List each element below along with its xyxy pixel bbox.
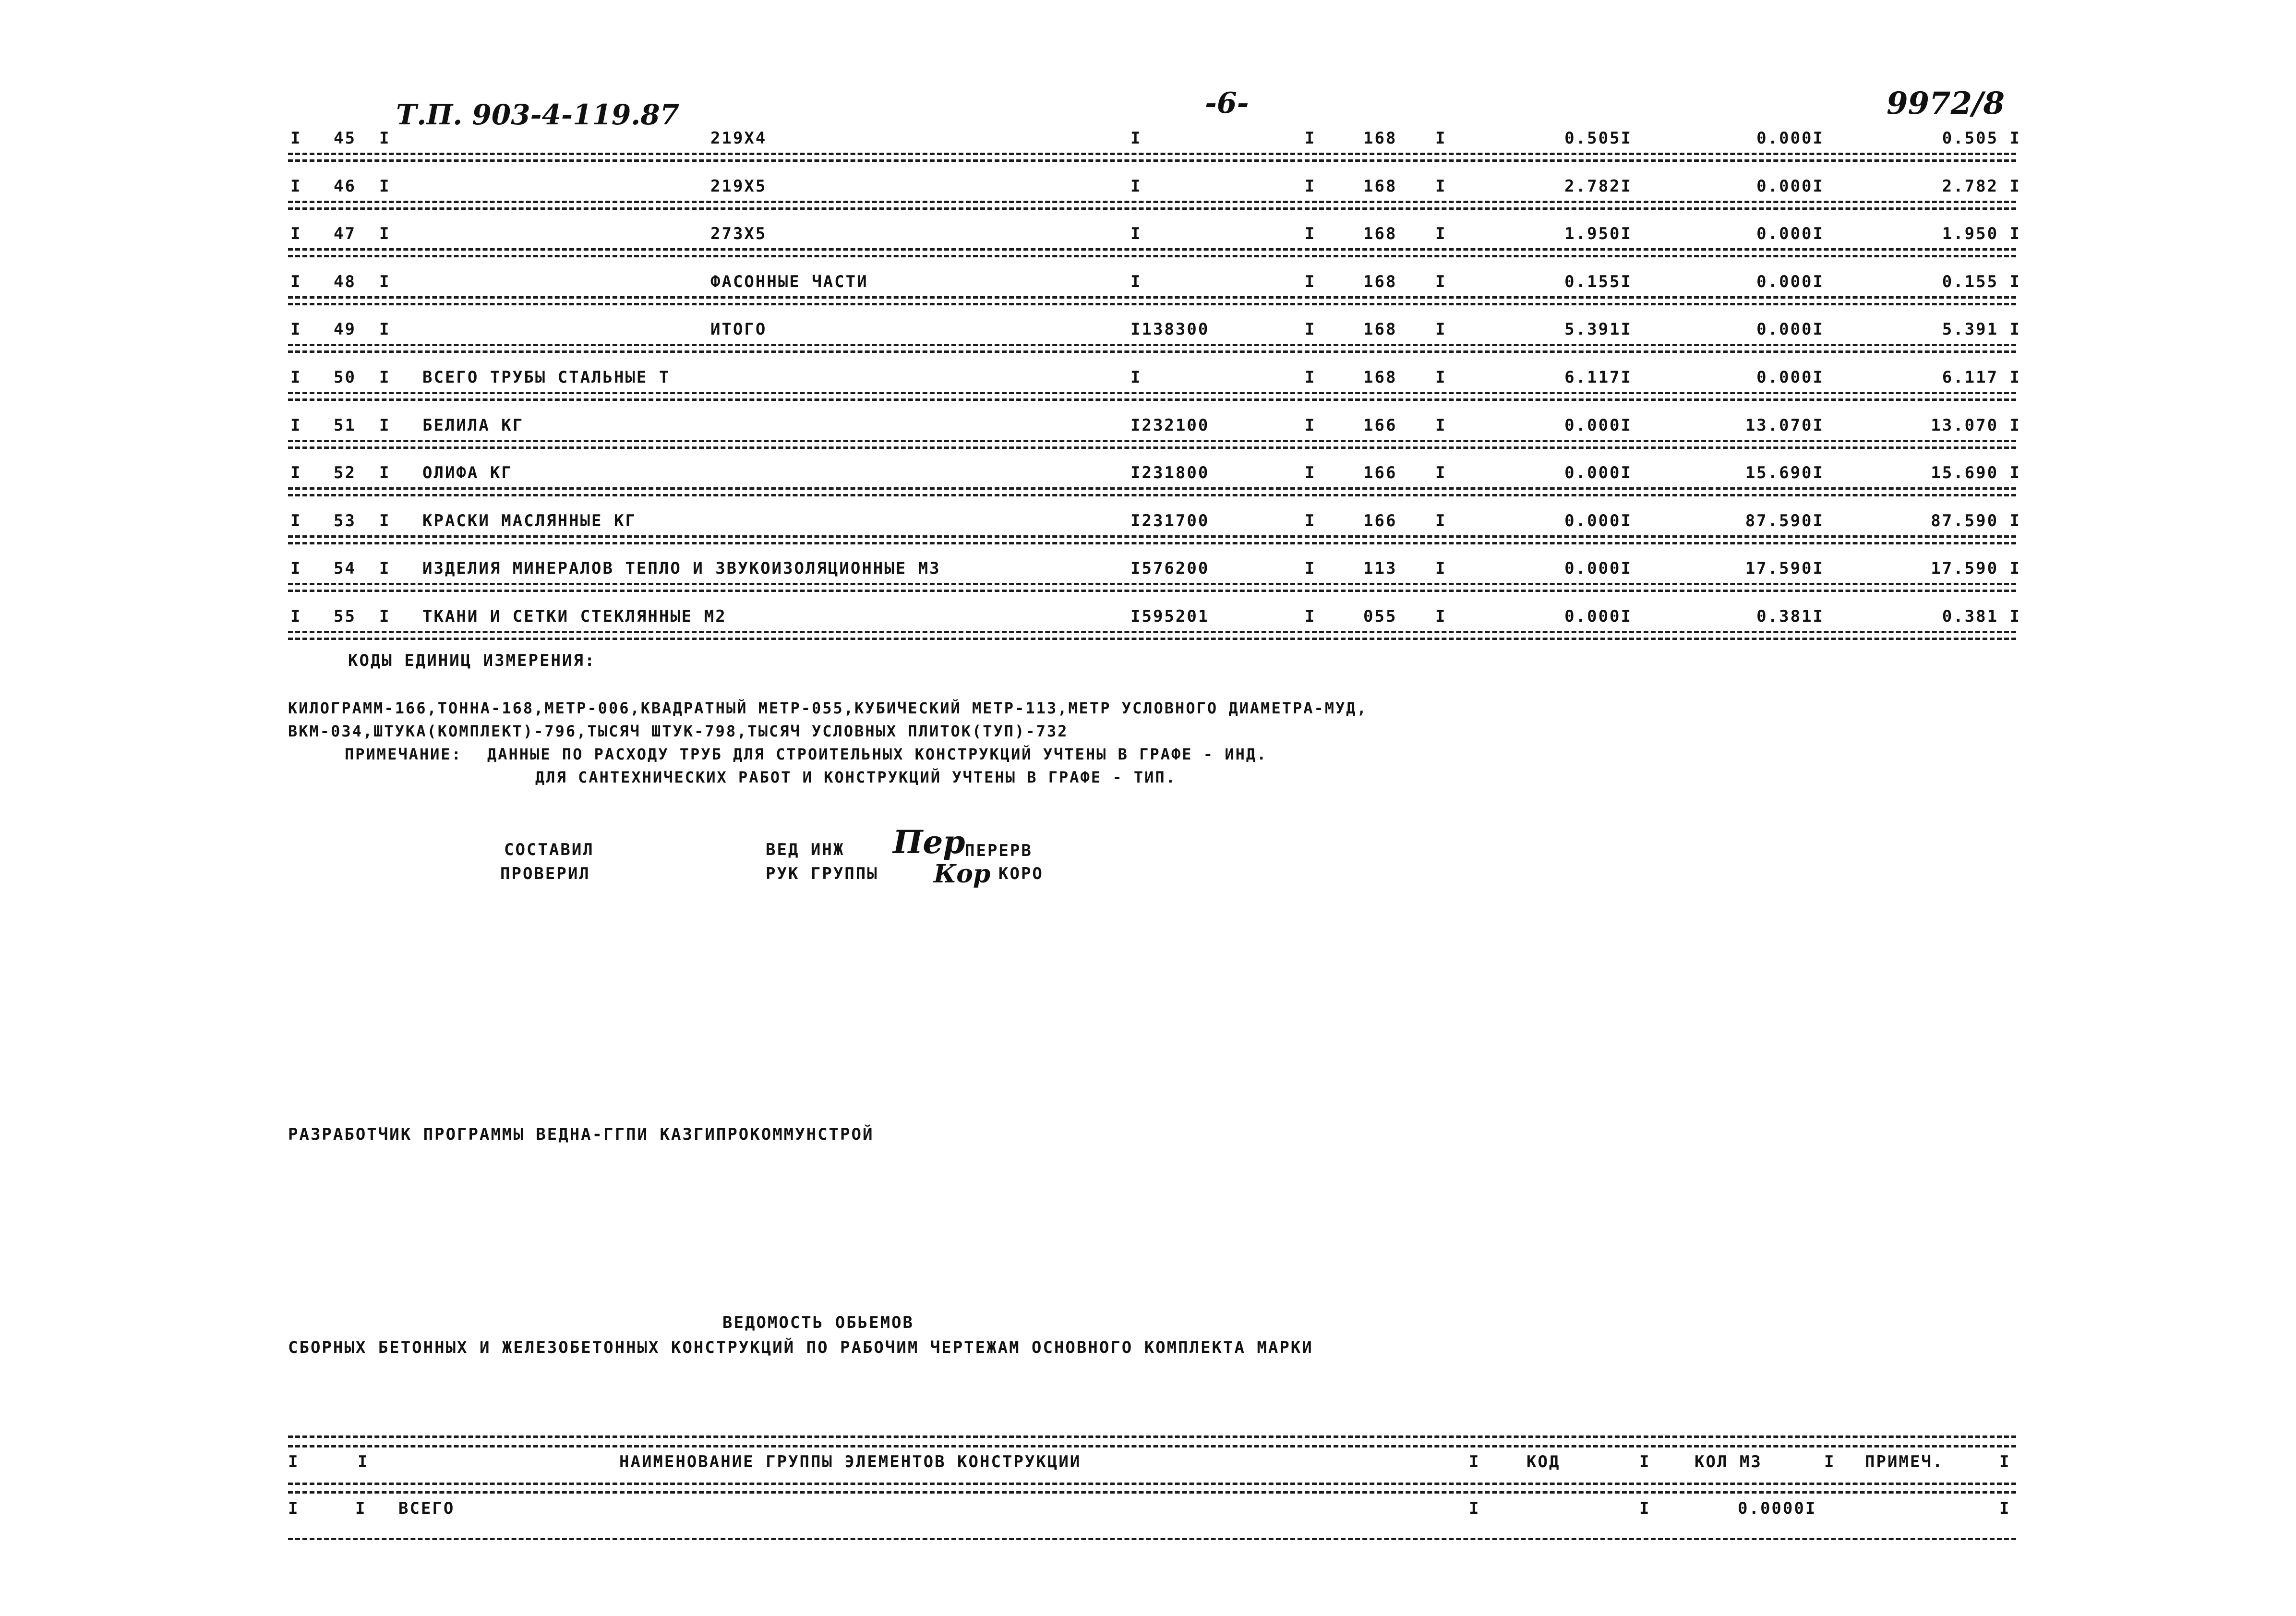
table-row: [0, 554, 2296, 583]
row-unit: 168: [1363, 129, 1397, 148]
row-divider: [288, 631, 2016, 633]
column-separator: I: [1305, 607, 1316, 626]
column-separator: I: [1130, 368, 1142, 387]
column-separator: I: [1305, 320, 1316, 339]
column-separator: I: [379, 416, 391, 435]
column-separator: I: [290, 320, 302, 339]
row-value-typ: 0.000I: [1756, 368, 1824, 387]
row-total: 15.690 I: [1931, 463, 2021, 482]
volumes-rule-mid-2: [288, 1491, 2016, 1494]
row-unit: 166: [1363, 511, 1397, 531]
column-separator: I: [379, 177, 391, 196]
column-separator: I: [290, 272, 302, 291]
column-separator: I: [290, 129, 302, 148]
vh-note: ПРИМЕЧ.: [1865, 1452, 1944, 1471]
row-divider: [288, 392, 2016, 394]
column-separator: I: [379, 607, 391, 626]
row-divider: [288, 583, 2016, 585]
row-name: КРАСКИ МАСЛЯННЫЕ КГ: [422, 511, 637, 531]
row-value-ind: 6.117I: [1564, 368, 1632, 387]
table-row: [0, 267, 2296, 296]
row-code: I231800: [1130, 463, 1210, 482]
vh-sep-1: I: [288, 1452, 300, 1471]
table-row: [0, 363, 2296, 392]
note-line-1: ДАННЫЕ ПО РАСХОДУ ТРУБ ДЛЯ СТРОИТЕЛЬНЫХ КОНСТРУКЦИЙ УЧТЕНЫ В ГРАФЕ - ИНД.: [487, 745, 1268, 763]
units-line-1: КИЛОГРАММ-166,ТОННА-168,МЕТР-006,КВАДРАТНЫЙ МЕТР-055,КУБИЧЕСКИЙ МЕТР-113,МЕТР УСЛОВНОГО ДИАМЕТРА-МУД,: [288, 699, 1368, 717]
row-divider: [288, 535, 2016, 538]
column-separator: I: [379, 463, 391, 482]
row-unit: 168: [1363, 177, 1397, 196]
vt-sep-3: I: [1469, 1499, 1480, 1518]
row-total: 6.117 I: [1942, 368, 2021, 387]
volumes-header-row: [0, 1447, 2296, 1476]
row-name: ТКАНИ И СЕТКИ СТЕКЛЯННЫЕ М2: [422, 607, 727, 626]
row-value-ind: 0.000I: [1564, 416, 1632, 435]
row-value-ind: 0.000I: [1564, 559, 1632, 578]
row-number: 51: [334, 416, 356, 435]
developer-line: РАЗРАБОТЧИК ПРОГРАММЫ ВЕДНА-ГГПИ КАЗГИПРОКОММУНСТРОЙ: [288, 1125, 874, 1144]
column-separator: I: [1435, 272, 1447, 291]
column-separator: I: [379, 320, 391, 339]
row-total: 5.391 I: [1942, 320, 2021, 339]
row-name: ИЗДЕЛИЯ МИНЕРАЛОВ ТЕПЛО И ЗВУКОИЗОЛЯЦИОННЫЕ М3: [422, 559, 941, 578]
row-value-typ: 0.000I: [1756, 177, 1824, 196]
row-unit: 166: [1363, 463, 1397, 482]
vh-sep-4: I: [1639, 1452, 1651, 1471]
column-separator: I: [1435, 224, 1447, 243]
row-divider: [288, 201, 2016, 203]
column-separator: I: [290, 463, 302, 482]
column-separator: I: [1435, 129, 1447, 148]
vh-qty: КОЛ М3: [1695, 1452, 1762, 1471]
vt-sep-6: I: [1999, 1499, 2011, 1518]
row-name: БЕЛИЛА КГ: [422, 416, 524, 435]
column-separator: I: [290, 559, 302, 578]
row-value-ind: 0.155I: [1564, 272, 1632, 291]
row-code: I138300: [1130, 320, 1210, 339]
table-row: [0, 507, 2296, 535]
row-total: 17.590 I: [1931, 559, 2021, 578]
table-row: [0, 172, 2296, 201]
table-row: [0, 124, 2296, 153]
row-unit: 055: [1363, 607, 1397, 626]
row-divider: [288, 350, 2016, 353]
row-total: 87.590 I: [1931, 511, 2021, 531]
row-divider: [288, 296, 2016, 299]
row-divider: [288, 494, 2016, 496]
row-name: ВСЕГО ТРУБЫ СТАЛЬНЫЕ Т: [422, 368, 671, 387]
row-number: 45: [334, 129, 356, 148]
column-separator: I: [1305, 224, 1316, 243]
row-value-typ: 87.590I: [1745, 511, 1824, 531]
name-1: ПЕРЕРВ: [965, 841, 1033, 860]
vt-sep-1: I: [288, 1499, 300, 1518]
vt-qty: 0.0000I: [1738, 1499, 1817, 1518]
role-lead-engineer: ВЕД ИНЖ: [766, 840, 845, 859]
signature-2: Кор: [934, 859, 991, 889]
row-divider: [288, 590, 2016, 592]
row-value-ind: 0.000I: [1564, 607, 1632, 626]
signature-1: Пер: [893, 823, 965, 861]
column-separator: I: [379, 559, 391, 578]
note-label: ПРИМЕЧАНИЕ:: [345, 745, 462, 763]
row-divider: [288, 207, 2016, 210]
table-row: [0, 219, 2296, 248]
row-total: 0.155 I: [1942, 272, 2021, 291]
row-unit: 168: [1363, 320, 1397, 339]
column-separator: I: [1305, 368, 1316, 387]
row-name: 219Х5: [710, 177, 767, 196]
table-row: [0, 602, 2296, 631]
column-separator: I: [1305, 511, 1316, 531]
table-row: [0, 315, 2296, 344]
row-value-ind: 0.000I: [1564, 511, 1632, 531]
column-separator: I: [290, 368, 302, 387]
row-number: 47: [334, 224, 356, 243]
row-code: I595201: [1130, 607, 1210, 626]
row-number: 48: [334, 272, 356, 291]
page-number: -6-: [1205, 86, 1249, 120]
row-divider: [288, 303, 2016, 305]
column-separator: I: [290, 177, 302, 196]
row-total: 0.505 I: [1942, 129, 2021, 148]
row-number: 55: [334, 607, 356, 626]
column-separator: I: [1305, 177, 1316, 196]
row-total: 0.381 I: [1942, 607, 2021, 626]
column-separator: I: [379, 272, 391, 291]
row-total: 13.070 I: [1931, 416, 2021, 435]
vh-code: КОД: [1527, 1452, 1561, 1471]
row-divider: [288, 487, 2016, 490]
row-value-typ: 0.000I: [1756, 320, 1824, 339]
column-separator: I: [290, 511, 302, 531]
row-unit: 168: [1363, 224, 1397, 243]
column-separator: I: [1305, 129, 1316, 148]
row-number: 49: [334, 320, 356, 339]
column-separator: I: [1435, 463, 1447, 482]
row-number: 46: [334, 177, 356, 196]
row-divider: [288, 344, 2016, 346]
vh-sep-3: I: [1469, 1452, 1480, 1471]
vt-name: ВСЕГО: [398, 1499, 455, 1518]
column-separator: I: [1130, 224, 1142, 243]
row-name: ИТОГО: [710, 320, 767, 339]
row-name: ОЛИФА КГ: [422, 463, 513, 482]
volumes-rule-bottom: [288, 1538, 2016, 1540]
row-name: ФАСОННЫЕ ЧАСТИ: [710, 272, 868, 291]
row-value-ind: 5.391I: [1564, 320, 1632, 339]
note-line-2: ДЛЯ САНТЕХНИЧЕСКИХ РАБОТ И КОНСТРУКЦИЙ УЧТЕНЫ В ГРАФЕ - ТИП.: [535, 768, 1177, 786]
volumes-rule-mid: [288, 1483, 2016, 1485]
column-separator: I: [1435, 511, 1447, 531]
row-number: 52: [334, 463, 356, 482]
document-code: Т.П. 903-4-119.87: [396, 98, 680, 131]
column-separator: I: [1130, 272, 1142, 291]
row-divider: [288, 638, 2016, 640]
row-unit: 168: [1363, 368, 1397, 387]
volumes-rule-top: [288, 1435, 2016, 1438]
row-total: 2.782 I: [1942, 177, 2021, 196]
units-line-2: ВКМ-034,ШТУКА(КОМПЛЕКТ)-796,ТЫСЯЧ ШТУК-798,ТЫСЯЧ УСЛОВНЫХ ПЛИТОК(ТУП)-732: [288, 722, 1069, 740]
row-value-typ: 0.000I: [1756, 129, 1824, 148]
column-separator: I: [1435, 177, 1447, 196]
volumes-total-row: [0, 1494, 2296, 1523]
vh-name: НАИМЕНОВАНИЕ ГРУППЫ ЭЛЕМЕНТОВ КОНСТРУКЦИИ: [619, 1452, 1082, 1471]
row-code: I576200: [1130, 559, 1210, 578]
vh-sep-6: I: [1999, 1452, 2011, 1471]
row-divider: [288, 446, 2016, 449]
column-separator: I: [290, 607, 302, 626]
row-divider: [288, 440, 2016, 442]
row-divider: [288, 248, 2016, 251]
row-value-ind: 0.505I: [1564, 129, 1632, 148]
column-separator: I: [1305, 416, 1316, 435]
row-divider: [288, 255, 2016, 257]
row-name: 273Х5: [710, 224, 767, 243]
row-number: 54: [334, 559, 356, 578]
row-value-typ: 0.000I: [1756, 272, 1824, 291]
column-separator: I: [1435, 368, 1447, 387]
column-separator: I: [379, 368, 391, 387]
column-separator: I: [1435, 320, 1447, 339]
vt-sep-2: I: [355, 1499, 367, 1518]
checked-label: ПРОВЕРИЛ: [500, 864, 590, 883]
sheet-number: 9972/8: [1887, 85, 2005, 121]
row-value-typ: 15.690I: [1745, 463, 1824, 482]
column-separator: I: [290, 224, 302, 243]
column-separator: I: [1305, 272, 1316, 291]
table-row: [0, 458, 2296, 487]
volumes-subtitle: СБОРНЫХ БЕТОННЫХ И ЖЕЛЕЗОБЕТОННЫХ КОНСТРУКЦИЙ ПО РАБОЧИМ ЧЕРТЕЖАМ ОСНОВНОГО КОМПЛЕКТА МАРКИ: [288, 1338, 1313, 1357]
column-separator: I: [379, 224, 391, 243]
vh-sep-5: I: [1824, 1452, 1836, 1471]
row-value-typ: 13.070I: [1745, 416, 1824, 435]
volumes-title: ВЕДОМОСТЬ ОБЬЕМОВ: [722, 1313, 914, 1332]
column-separator: I: [1435, 416, 1447, 435]
column-separator: I: [1130, 177, 1142, 196]
row-divider: [288, 159, 2016, 162]
name-2: КОРО: [998, 864, 1044, 883]
column-separator: I: [379, 129, 391, 148]
column-separator: I: [290, 416, 302, 435]
row-value-typ: 0.000I: [1756, 224, 1824, 243]
row-code: I231700: [1130, 511, 1210, 531]
vh-sep-2: I: [358, 1452, 369, 1471]
units-heading: КОДЫ ЕДИНИЦ ИЗМЕРЕНИЯ:: [348, 651, 596, 670]
vt-sep-4: I: [1639, 1499, 1651, 1518]
row-total: 1.950 I: [1942, 224, 2021, 243]
row-divider: [288, 153, 2016, 155]
row-divider: [288, 398, 2016, 401]
column-separator: I: [1305, 463, 1316, 482]
role-group-head: РУК ГРУППЫ: [766, 864, 878, 883]
row-value-ind: 0.000I: [1564, 463, 1632, 482]
row-unit: 168: [1363, 272, 1397, 291]
row-value-typ: 0.381I: [1756, 607, 1824, 626]
row-number: 50: [334, 368, 356, 387]
row-divider: [288, 542, 2016, 544]
column-separator: I: [1435, 559, 1447, 578]
table-row: [0, 411, 2296, 440]
column-separator: I: [1130, 129, 1142, 148]
row-unit: 113: [1363, 559, 1397, 578]
compiled-label: СОСТАВИЛ: [504, 840, 594, 859]
row-unit: 166: [1363, 416, 1397, 435]
column-separator: I: [1305, 559, 1316, 578]
row-number: 53: [334, 511, 356, 531]
row-value-ind: 2.782I: [1564, 177, 1632, 196]
column-separator: I: [1435, 607, 1447, 626]
row-value-ind: 1.950I: [1564, 224, 1632, 243]
row-name: 219Х4: [710, 129, 767, 148]
row-value-typ: 17.590I: [1745, 559, 1824, 578]
column-separator: I: [379, 511, 391, 531]
row-code: I232100: [1130, 416, 1210, 435]
